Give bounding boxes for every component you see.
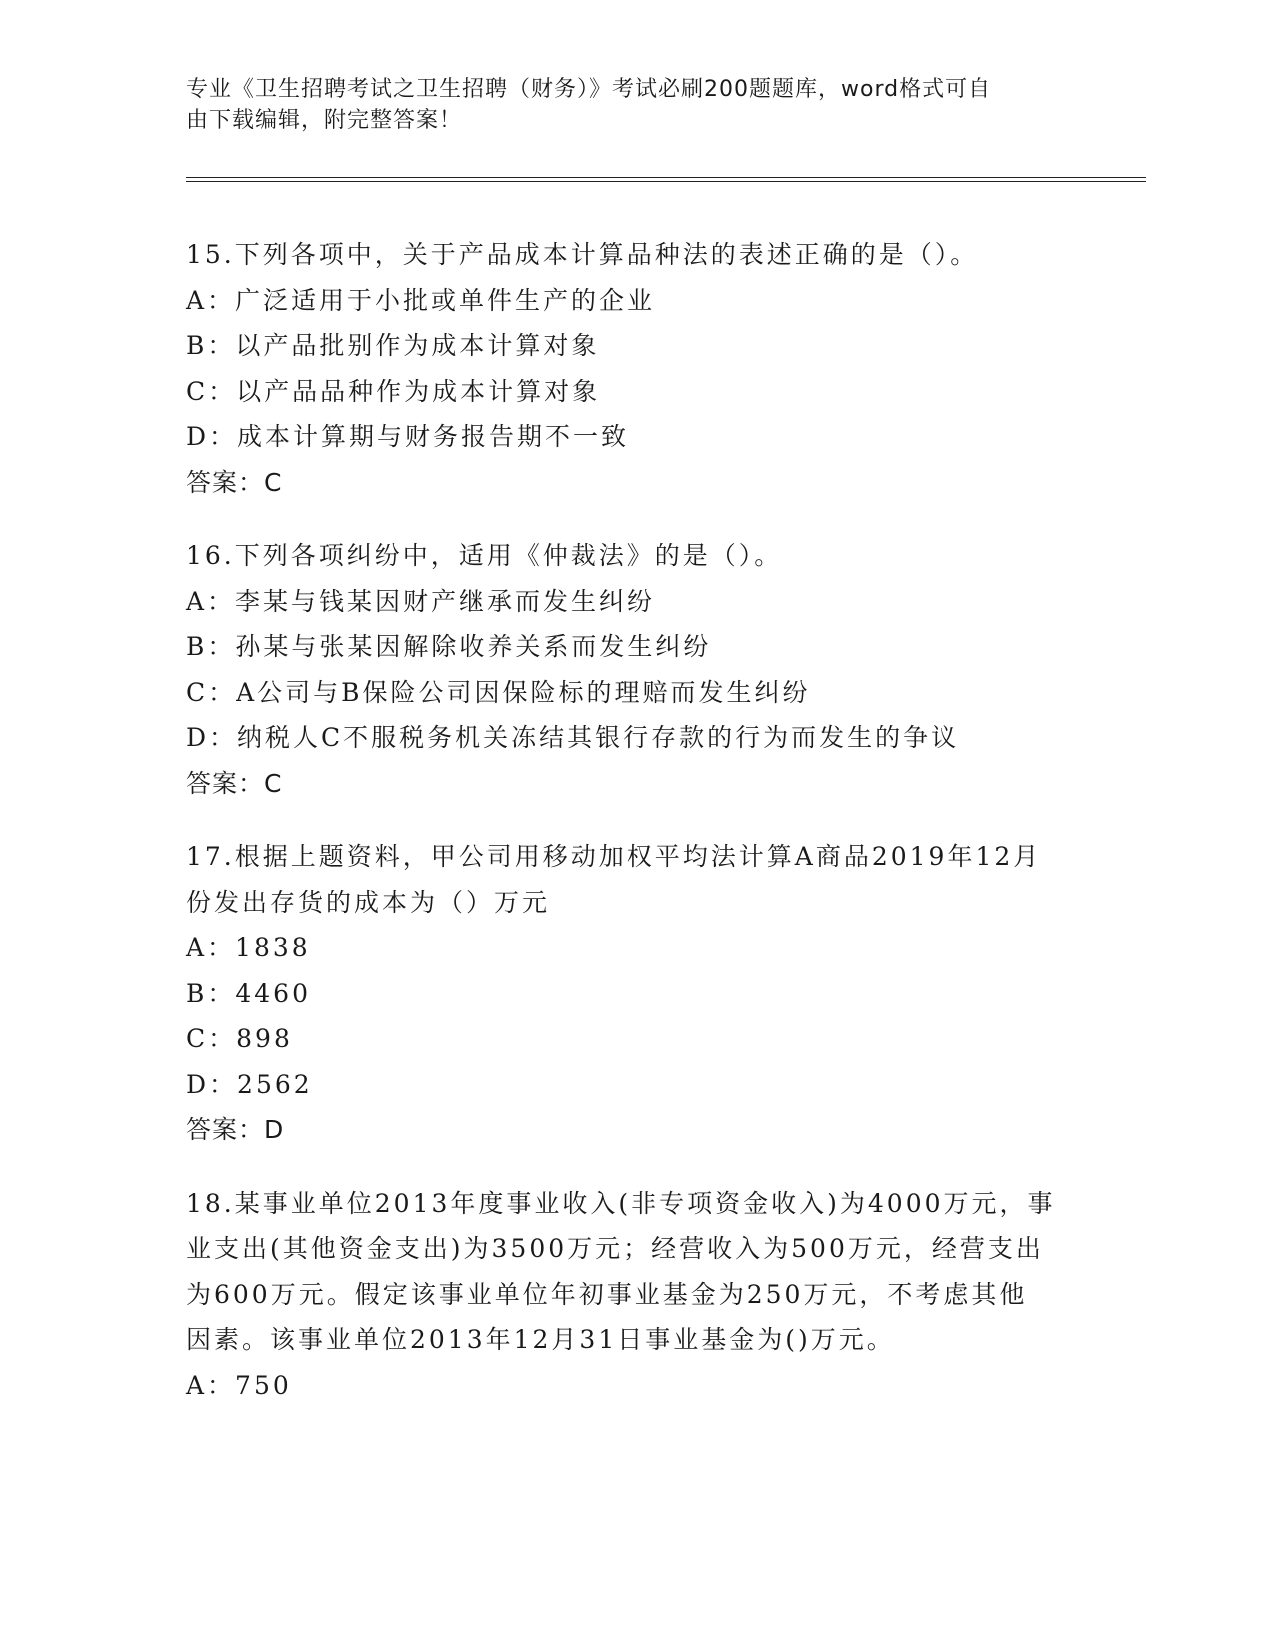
header-line-1: 专业《卫生招聘考试之卫生招聘（财务）》考试必刷200题题库，word格式可自 bbox=[186, 77, 992, 102]
question-stem-line-2: 份发出存货的成本为（）万元 bbox=[186, 887, 551, 917]
option-b: B：4460 bbox=[186, 978, 311, 1008]
answer-line: 答案：D bbox=[186, 1115, 285, 1144]
option-a: A：750 bbox=[186, 1370, 292, 1400]
option-c: C：以产品品种作为成本计算对象 bbox=[186, 376, 601, 406]
option-a: A：广泛适用于小批或单件生产的企业 bbox=[186, 285, 656, 315]
question-stem: 15.下列各项中，关于产品成本计算品种法的表述正确的是（）。 bbox=[186, 240, 979, 269]
question-15 bbox=[186, 232, 1066, 505]
option-a: A：李某与钱某因财产继承而发生纠纷 bbox=[186, 586, 656, 616]
question-stem-line-3: 为600万元。假定该事业单位年初事业基金为250万元，不考虑其他 bbox=[186, 1279, 1028, 1309]
question-stem: 16.下列各项纠纷中，适用《仲裁法》的是（）。 bbox=[186, 541, 783, 570]
question-stem-line-1: 17.根据上题资料，甲公司用移动加权平均法计算A商品2019年12月 bbox=[186, 842, 1042, 871]
option-d: D：纳税人C不服税务机关冻结其银行存款的行为而发生的争议 bbox=[186, 723, 960, 752]
question-list bbox=[186, 232, 1066, 1436]
header-divider-bottom bbox=[186, 181, 1146, 182]
option-c: C：898 bbox=[186, 1024, 293, 1053]
question-17 bbox=[186, 834, 1066, 1153]
question-stem-line-2: 业支出(其他资金支出)为3500万元；经营收入为500万元，经营支出 bbox=[186, 1234, 1044, 1263]
answer-line: 答案：C bbox=[186, 768, 283, 798]
question-stem-line-4: 因素。该事业单位2013年12月31日事业基金为()万元。 bbox=[186, 1325, 895, 1354]
option-d: D：成本计算期与财务报告期不一致 bbox=[186, 422, 630, 451]
option-a: A：1838 bbox=[186, 933, 311, 962]
question-stem-line-1: 18.某事业单位2013年度事业收入(非专项资金收入)为4000万元，事 bbox=[186, 1188, 1056, 1218]
document-header bbox=[186, 74, 1066, 136]
option-b: B：孙某与张某因解除收养关系而发生纠纷 bbox=[186, 632, 712, 661]
header-line-2: 由下载编辑，附完整答案！ bbox=[186, 108, 463, 133]
question-18 bbox=[186, 1181, 1066, 1409]
option-b: B：以产品批别作为成本计算对象 bbox=[186, 331, 600, 360]
option-d: D：2562 bbox=[186, 1069, 313, 1099]
question-16 bbox=[186, 533, 1066, 806]
header-divider-top bbox=[186, 177, 1146, 178]
answer-line: 答案：C bbox=[186, 467, 283, 497]
option-c: C：A公司与B保险公司因保险标的理赔而发生纠纷 bbox=[186, 677, 811, 707]
